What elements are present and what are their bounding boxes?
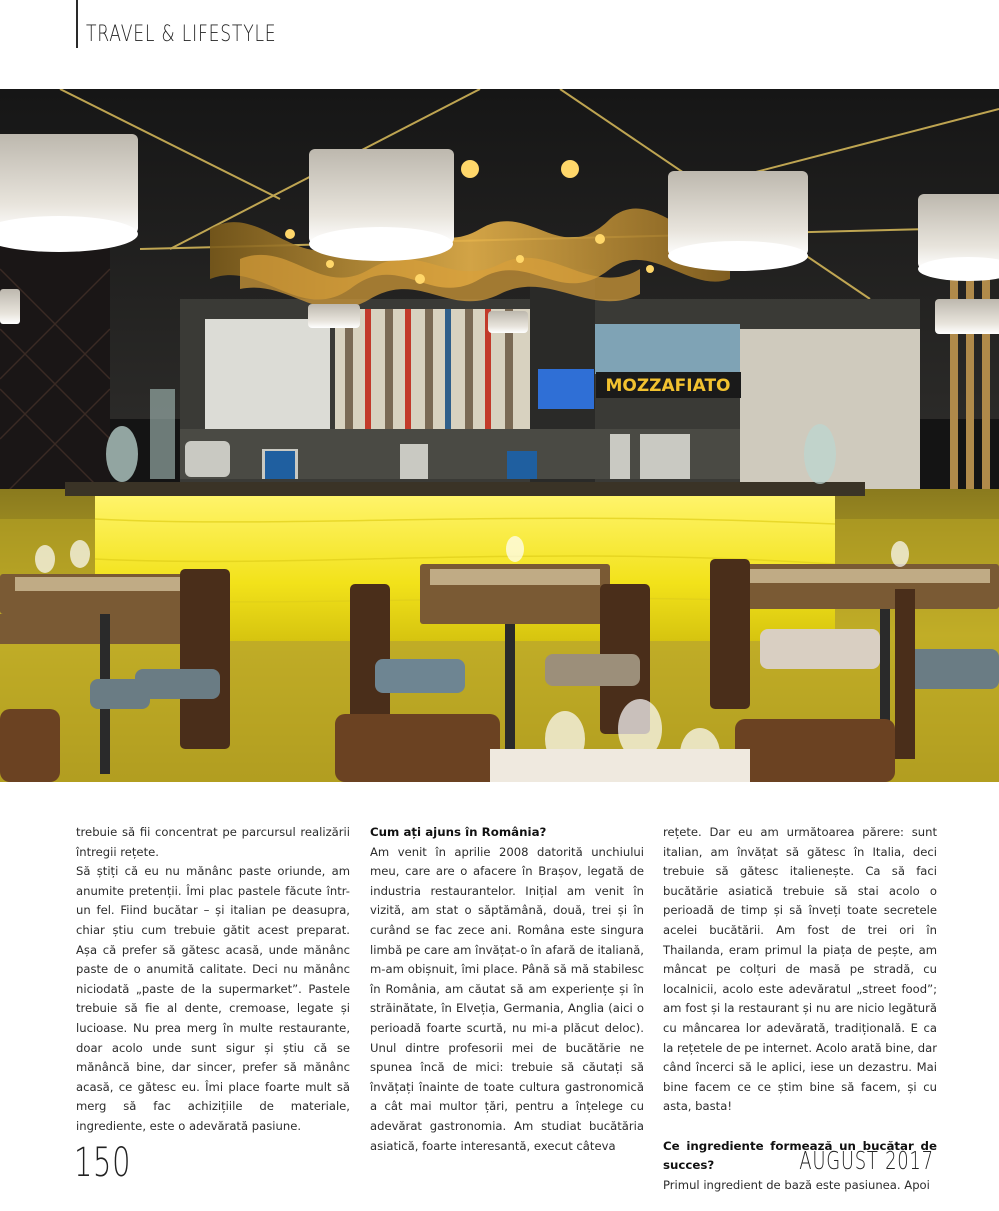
restaurant-photo <box>0 89 999 782</box>
text-column-2 <box>370 823 644 1156</box>
paragraph: Primul ingredient de bază este pasiunea. Apoi <box>663 1177 930 1192</box>
page-number: 150 <box>74 1140 132 1186</box>
issue-date: AUGUST 2017 <box>799 1146 934 1175</box>
interview-question: Ce ingrediente formează un bucătar de succes? <box>663 1138 937 1173</box>
mozzafiato-sign: MOZZAFIATO <box>605 376 731 396</box>
paragraph: trebuie să fii concentrat pe parcursul realizării întregii rețete. <box>76 825 350 859</box>
paragraph: Să știți că eu nu mănânc paste oriunde, am anumite pretenții. Îmi plac pastele făcute într-un fel. Fiind bucătar – și italian pe deasupra, chiar știu cum trebuie gătit acest preparat. Așa că prefer să gătesc acasă, unde mănânc paste de o anumită calitate. Deci nu mănânc niciodată „paste de la supermarket”. Pastele trebuie să fie al dente, cremoase, legate și lucioase. Nu prea merg în multe restaurante, doar acolo unde sunt sigur și știu că se mănâncă bine, dar sincer, prefer să mănânc acasă, ce gătesc eu. Îmi place foarte mult să merg să fac achizițiile de materiale, ingrediente, este o adevărată pasiune. <box>76 864 350 1133</box>
section-label: TRAVEL & LIFESTYLE <box>86 22 277 47</box>
text-column-3 <box>663 823 937 1195</box>
header-rule <box>76 0 78 48</box>
text-column-1 <box>76 823 350 1137</box>
interview-question: Cum ați ajuns în România? <box>370 825 547 839</box>
paragraph: rețete. Dar eu am următoarea părere: sunt italian, am învățat să gătesc în Italia, deci trebuie să gătesc italienește. Ca să faci bucătărie asiatică trebuie să stai acolo o perioadă de timp și să înveți toate secretele acelei bucătării. Am fost de trei ori în Thailanda, eram primul la piața de pește, am mâncat pe colțuri de masă pe stradă, cu localnicii, acolo este adevăratul „street food”; am fost și la restaurant și nu are nicio legătură cu mâncarea lor adevărată, tradițională. E ca la rețetele de pe internet. Acolo arată bine, dar când încerci să le aplici, iese un dezastru. Mai bine facem ce ce știm bine să facem, și cu asta, basta! <box>663 825 937 1114</box>
paragraph: Am venit în aprilie 2008 datorită unchiului meu, care are o afacere în Brașov, legată de industria restaurantelor. Inițial am venit în vizită, am stat o săptămână, două, trei și în curând se fac zece ani. Româna este singura limbă pe care am învățat-o în afară de italiană, m-am obișnuit, îmi place. Până să mă stabilesc în România, am căutat să am experiențe și în străinătate, în Elveția, Germania, Anglia (aici o perioadă foarte scurtă, nu mi-a plăcut deloc). Unul dintre profesorii mei de bucătărie ne spunea încă de mici: trebuie să căutați să învățați înainte de toate cultura gastronomică a cât mai multor țări, pentru a înțelege cu adevărat gastronomia. Am studiat bucătăria asiatică, foarte interesantă, execut câteva <box>370 844 644 1153</box>
